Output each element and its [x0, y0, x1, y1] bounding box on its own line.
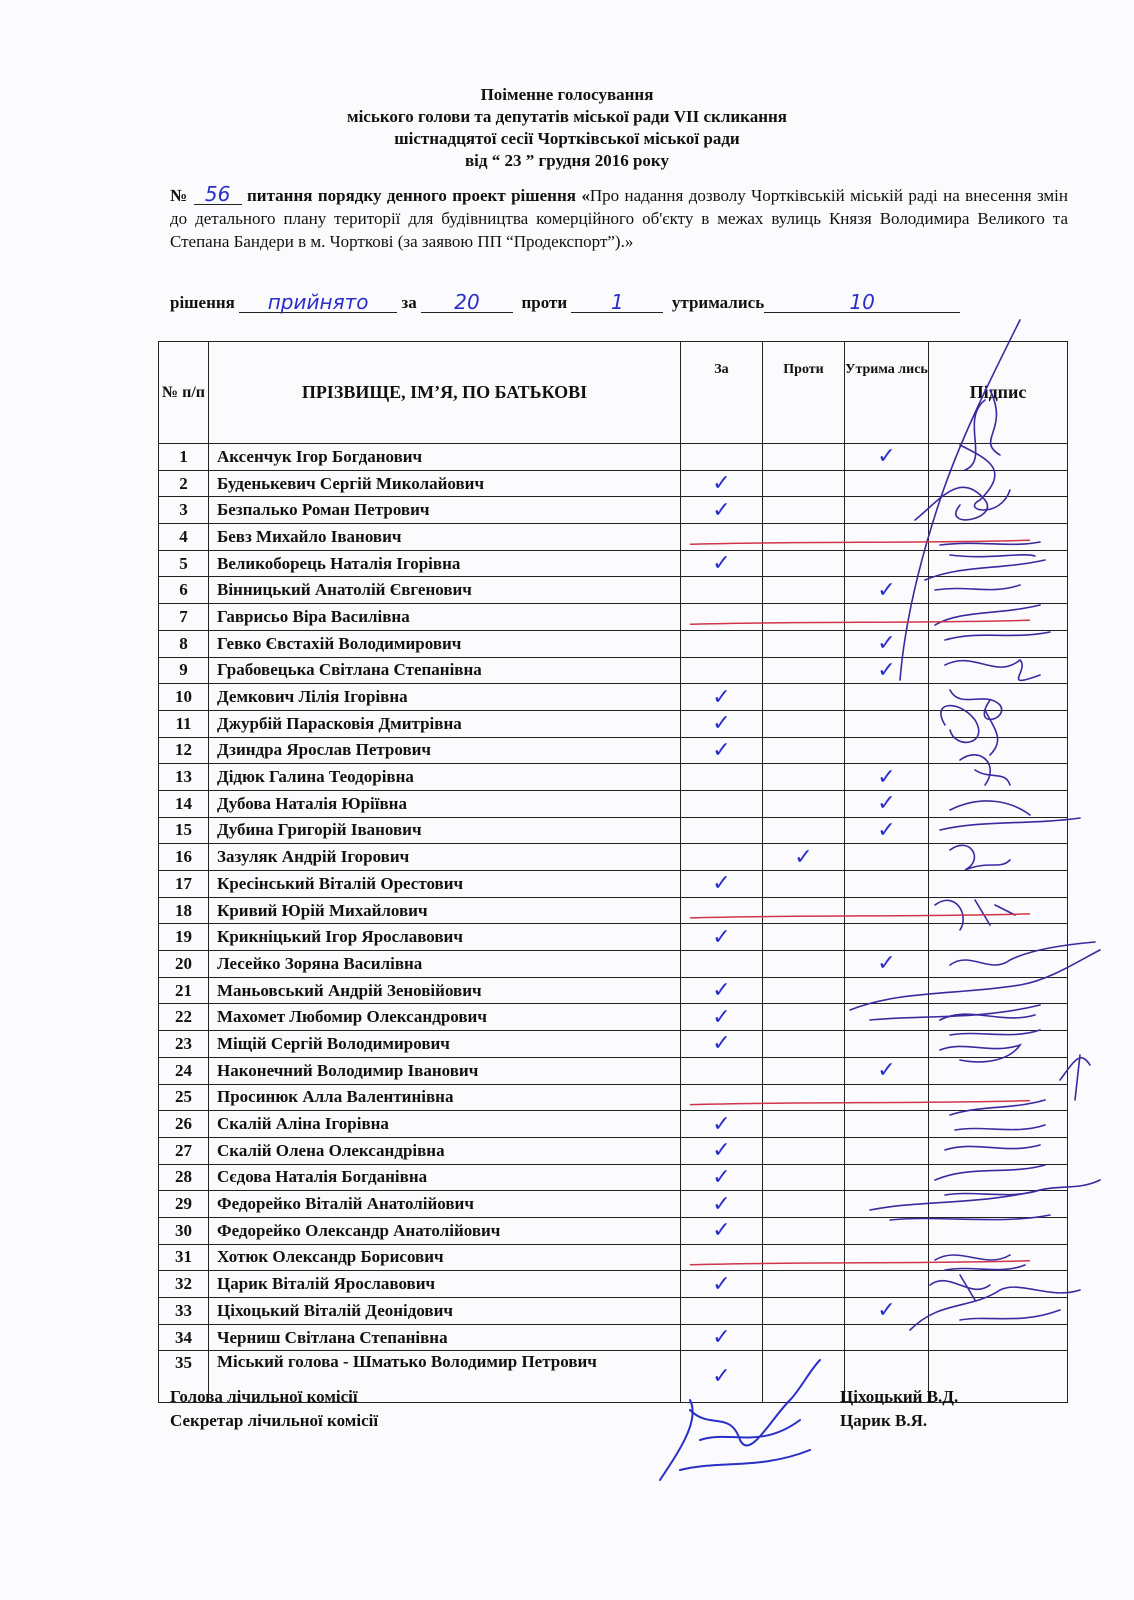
- col-header-number: № п/п: [159, 342, 209, 444]
- vote-for-cell: ✓: [681, 470, 763, 497]
- vote-against-cell: [763, 630, 845, 657]
- table-row: [159, 1057, 1068, 1084]
- col-header-against: Проти: [763, 342, 845, 444]
- vote-for-cell: ✓: [681, 710, 763, 737]
- table-row: [159, 1004, 1068, 1031]
- deputy-name: Лесейко Зоряна Василівна: [209, 951, 681, 978]
- secretary-label: Секретар лічильної комісії: [170, 1411, 379, 1430]
- signature-cell: [929, 1324, 1068, 1351]
- vote-abstain-cell: [845, 1137, 929, 1164]
- roll-call-table: [158, 341, 1068, 1403]
- vote-against-cell: [763, 524, 845, 551]
- row-number: 13: [159, 764, 209, 791]
- vote-abstain-cell: [845, 977, 929, 1004]
- row-number: 14: [159, 790, 209, 817]
- vote-abstain-cell: [845, 897, 929, 924]
- vote-abstain-cell: [845, 1004, 929, 1031]
- vote-against-cell: [763, 1004, 845, 1031]
- for-count: 20: [421, 292, 513, 313]
- vote-against-cell: [763, 657, 845, 684]
- vote-abstain-cell: ✓: [845, 1298, 929, 1325]
- vote-against-cell: [763, 577, 845, 604]
- vote-for-cell: ✓: [681, 737, 763, 764]
- agenda-text: Про надання дозволу Чортківській міській раді на внесення змін до детального плану території для будівництва комерційного об'єкту в межах вулиць Князя Володимира Великого та Степана Бандери в м. Чорткові (за заявою ПП “Продекспорт”).»: [170, 186, 1069, 251]
- vote-for-cell: [681, 1298, 763, 1325]
- table-row: [159, 470, 1068, 497]
- row-number: 21: [159, 977, 209, 1004]
- deputy-name: Зазуляк Андрій Ігорович: [209, 844, 681, 871]
- deputy-name: Дубина Григорій Іванович: [209, 817, 681, 844]
- signature-cell: [929, 871, 1068, 898]
- vote-abstain-cell: [845, 844, 929, 871]
- deputy-name: Кресінський Віталій Орестович: [209, 871, 681, 898]
- table-row: [159, 897, 1068, 924]
- row-number: 28: [159, 1164, 209, 1191]
- signature-cell: [929, 764, 1068, 791]
- signature-cell: [929, 1271, 1068, 1298]
- secretary-name: Царик В.Я.: [840, 1411, 928, 1430]
- signature-cell: [929, 1111, 1068, 1138]
- deputy-name: Джурбій Парасковія Дмитрівна: [209, 710, 681, 737]
- table-row: [159, 710, 1068, 737]
- vote-against-cell: [763, 550, 845, 577]
- signature-cell: [929, 737, 1068, 764]
- table-row: [159, 657, 1068, 684]
- vote-for-cell: [681, 1084, 763, 1111]
- vote-against-cell: ✓: [763, 844, 845, 871]
- table-row: [159, 524, 1068, 551]
- vote-abstain-cell: ✓: [845, 951, 929, 978]
- deputy-name: Грабовецька Світлана Степанівна: [209, 657, 681, 684]
- vote-abstain-cell: [845, 684, 929, 711]
- signature-cell: [929, 951, 1068, 978]
- vote-against-cell: [763, 1271, 845, 1298]
- signature-cell: [929, 470, 1068, 497]
- agenda-number: 56: [194, 184, 242, 205]
- for-label: за: [401, 293, 417, 312]
- document-header: [0, 84, 1134, 172]
- vote-abstain-cell: ✓: [845, 630, 929, 657]
- vote-for-cell: [681, 790, 763, 817]
- vote-for-cell: [681, 444, 763, 471]
- table-body: [159, 444, 1068, 1403]
- vote-abstain-cell: [845, 737, 929, 764]
- signature-cell: [929, 497, 1068, 524]
- table-row: [159, 604, 1068, 631]
- header-date: від “ 23 ” грудня 2016 року: [465, 151, 669, 170]
- vote-abstain-cell: [845, 871, 929, 898]
- deputy-name: Безпалько Роман Петрович: [209, 497, 681, 524]
- row-number: 9: [159, 657, 209, 684]
- table-row: [159, 737, 1068, 764]
- signature-cell: [929, 1137, 1068, 1164]
- signature-cell: [929, 1031, 1068, 1058]
- vote-against-cell: [763, 1164, 845, 1191]
- vote-against-cell: [763, 684, 845, 711]
- vote-for-cell: ✓: [681, 550, 763, 577]
- deputy-name: Наконечний Володимир Іванович: [209, 1057, 681, 1084]
- row-number: 3: [159, 497, 209, 524]
- table-row: [159, 497, 1068, 524]
- header-session: шістнадцятої сесії Чортківської міської ради: [394, 129, 740, 148]
- vote-abstain-cell: ✓: [845, 657, 929, 684]
- signature-cell: [929, 577, 1068, 604]
- signature-cell: [929, 817, 1068, 844]
- vote-abstain-cell: ✓: [845, 790, 929, 817]
- vote-for-cell: ✓: [681, 977, 763, 1004]
- vote-abstain-cell: [845, 1271, 929, 1298]
- deputy-name: Сєдова Наталія Богданівна: [209, 1164, 681, 1191]
- deputy-name: Вінницький Анатолій Євгенович: [209, 577, 681, 604]
- row-number: 18: [159, 897, 209, 924]
- col-header-signature: Підпис: [929, 342, 1068, 444]
- vote-abstain-cell: ✓: [845, 817, 929, 844]
- row-number: 15: [159, 817, 209, 844]
- table-row: [159, 1217, 1068, 1244]
- vote-for-cell: ✓: [681, 1351, 763, 1403]
- vote-for-cell: ✓: [681, 1271, 763, 1298]
- signature-cell: [929, 657, 1068, 684]
- table-header-row: [159, 342, 1068, 444]
- vote-for-cell: ✓: [681, 1137, 763, 1164]
- deputy-name: Дідюк Галина Теодорівна: [209, 764, 681, 791]
- row-number: 4: [159, 524, 209, 551]
- deputy-name: Кривий Юрій Михайлович: [209, 897, 681, 924]
- row-number: 19: [159, 924, 209, 951]
- decision-line: [170, 292, 1070, 313]
- vote-for-cell: ✓: [681, 1164, 763, 1191]
- vote-for-cell: ✓: [681, 1111, 763, 1138]
- table-row: [159, 1031, 1068, 1058]
- table-row: [159, 1244, 1068, 1271]
- vote-against-cell: [763, 497, 845, 524]
- signature-cell: [929, 1004, 1068, 1031]
- vote-abstain-cell: [845, 1031, 929, 1058]
- deputy-name: Скалій Аліна Ігорівна: [209, 1111, 681, 1138]
- table-row: [159, 790, 1068, 817]
- row-number: 29: [159, 1191, 209, 1218]
- row-number: 23: [159, 1031, 209, 1058]
- vote-against-cell: [763, 1111, 845, 1138]
- vote-against-cell: [763, 1031, 845, 1058]
- deputy-name: Просинюк Алла Валентинівна: [209, 1084, 681, 1111]
- chair-row: [170, 1385, 1070, 1409]
- table-row: [159, 1324, 1068, 1351]
- row-number: 2: [159, 470, 209, 497]
- deputy-name: Гевко Євстахій Володимирович: [209, 630, 681, 657]
- vote-for-cell: [681, 844, 763, 871]
- vote-against-cell: [763, 444, 845, 471]
- signature-cell: [929, 790, 1068, 817]
- vote-for-cell: ✓: [681, 1324, 763, 1351]
- deputy-name: Царик Віталій Ярославович: [209, 1271, 681, 1298]
- vote-abstain-cell: ✓: [845, 444, 929, 471]
- row-number: 6: [159, 577, 209, 604]
- deputy-name: Гаврисьо Віра Василівна: [209, 604, 681, 631]
- against-label: проти: [521, 293, 568, 312]
- row-number: 1: [159, 444, 209, 471]
- table-row: [159, 1084, 1068, 1111]
- vote-against-cell: [763, 737, 845, 764]
- table-row: [159, 817, 1068, 844]
- signature-cell: [929, 710, 1068, 737]
- vote-for-cell: [681, 817, 763, 844]
- vote-abstain-cell: [845, 924, 929, 951]
- vote-for-cell: [681, 577, 763, 604]
- row-number: 10: [159, 684, 209, 711]
- row-number: 22: [159, 1004, 209, 1031]
- vote-against-cell: [763, 897, 845, 924]
- vote-abstain-cell: [845, 1324, 929, 1351]
- deputy-name: Ціхоцький Віталій Деонідович: [209, 1298, 681, 1325]
- table-row: [159, 1271, 1068, 1298]
- vote-against-cell: [763, 1191, 845, 1218]
- vote-abstain-cell: ✓: [845, 764, 929, 791]
- deputy-name: Великоборець Наталія Ігорівна: [209, 550, 681, 577]
- row-number: 16: [159, 844, 209, 871]
- vote-abstain-cell: [845, 524, 929, 551]
- vote-against-cell: [763, 871, 845, 898]
- header-title: Поіменне голосування: [480, 85, 654, 104]
- table-row: [159, 1137, 1068, 1164]
- vote-abstain-cell: [845, 497, 929, 524]
- row-number: 5: [159, 550, 209, 577]
- signature-cell: [929, 550, 1068, 577]
- signature-cell: [929, 1191, 1068, 1218]
- signature-cell: [929, 897, 1068, 924]
- col-header-for: За: [681, 342, 763, 444]
- table-row: [159, 1191, 1068, 1218]
- signature-cell: [929, 1244, 1068, 1271]
- deputy-name: Дзиндра Ярослав Петрович: [209, 737, 681, 764]
- table-row: [159, 844, 1068, 871]
- signature-cell: [929, 1298, 1068, 1325]
- table-row: [159, 630, 1068, 657]
- table-row: [159, 977, 1068, 1004]
- deputy-name: Федорейко Віталій Анатолійович: [209, 1191, 681, 1218]
- row-number: 30: [159, 1217, 209, 1244]
- vote-abstain-cell: [845, 604, 929, 631]
- row-number: 8: [159, 630, 209, 657]
- table-row: [159, 684, 1068, 711]
- vote-against-cell: [763, 764, 845, 791]
- row-number: 24: [159, 1057, 209, 1084]
- vote-for-cell: ✓: [681, 924, 763, 951]
- vote-against-cell: [763, 1244, 845, 1271]
- vote-against-cell: [763, 924, 845, 951]
- deputy-name: Міський голова - Шматько Володимир Петрович: [209, 1351, 681, 1403]
- secretary-row: [170, 1409, 1070, 1433]
- abstain-label: утримались: [671, 293, 765, 312]
- deputy-name: Міщій Сергій Володимирович: [209, 1031, 681, 1058]
- chair-label: Голова лічильної комісії: [170, 1387, 358, 1406]
- signature-cell: [929, 844, 1068, 871]
- vote-against-cell: [763, 1057, 845, 1084]
- table-row: [159, 871, 1068, 898]
- vote-against-cell: [763, 470, 845, 497]
- vote-for-cell: ✓: [681, 1031, 763, 1058]
- deputy-name: Крикніцький Ігор Ярославович: [209, 924, 681, 951]
- vote-for-cell: [681, 1244, 763, 1271]
- signature-cell: [929, 977, 1068, 1004]
- vote-against-cell: [763, 951, 845, 978]
- vote-abstain-cell: [845, 710, 929, 737]
- signature-cell: [929, 1164, 1068, 1191]
- deputy-name: Буденькевич Сергій Миколайович: [209, 470, 681, 497]
- deputy-name: Федорейко Олександр Анатолійович: [209, 1217, 681, 1244]
- row-number: 31: [159, 1244, 209, 1271]
- deputy-name: Бевз Михайло Іванович: [209, 524, 681, 551]
- vote-against-cell: [763, 1324, 845, 1351]
- vote-abstain-cell: [845, 1191, 929, 1218]
- deputy-name: Дубова Наталія Юріївна: [209, 790, 681, 817]
- vote-for-cell: [681, 764, 763, 791]
- agenda-number-prefix: №: [170, 186, 189, 205]
- vote-for-cell: [681, 630, 763, 657]
- vote-against-cell: [763, 817, 845, 844]
- deputy-name: Аксенчук Ігор Богданович: [209, 444, 681, 471]
- row-number: 32: [159, 1271, 209, 1298]
- agenda-lead: питання порядку денного проект рішення «: [247, 186, 590, 205]
- signature-cell: [929, 1217, 1068, 1244]
- col-header-abstain: Утрима лись: [845, 342, 929, 444]
- decision-label: рішення: [170, 293, 235, 312]
- vote-for-cell: ✓: [681, 1004, 763, 1031]
- decision-result: прийнято: [239, 292, 397, 313]
- deputy-name: Махомет Любомир Олександрович: [209, 1004, 681, 1031]
- vote-for-cell: ✓: [681, 497, 763, 524]
- vote-against-cell: [763, 1084, 845, 1111]
- row-number: 7: [159, 604, 209, 631]
- deputy-name: Черниш Світлана Степанівна: [209, 1324, 681, 1351]
- row-number: 20: [159, 951, 209, 978]
- commission-footer: [170, 1385, 1070, 1433]
- row-number: 34: [159, 1324, 209, 1351]
- vote-for-cell: ✓: [681, 1217, 763, 1244]
- vote-abstain-cell: ✓: [845, 1057, 929, 1084]
- table-row: [159, 1111, 1068, 1138]
- vote-for-cell: ✓: [681, 684, 763, 711]
- chair-name: Ціхоцький В.Д.: [840, 1387, 959, 1406]
- vote-abstain-cell: [845, 1084, 929, 1111]
- vote-abstain-cell: [845, 550, 929, 577]
- header-council: міського голови та депутатів міської ради VII скликання: [347, 107, 787, 126]
- vote-against-cell: [763, 790, 845, 817]
- row-number: 12: [159, 737, 209, 764]
- table-row: [159, 764, 1068, 791]
- vote-against-cell: [763, 1217, 845, 1244]
- signature-cell: [929, 444, 1068, 471]
- vote-against-cell: [763, 710, 845, 737]
- vote-for-cell: ✓: [681, 871, 763, 898]
- vote-abstain-cell: [845, 1244, 929, 1271]
- against-count: 1: [571, 292, 663, 313]
- row-number: 25: [159, 1084, 209, 1111]
- vote-abstain-cell: [845, 1217, 929, 1244]
- row-number: 27: [159, 1137, 209, 1164]
- signature-cell: [929, 924, 1068, 951]
- deputy-name: Хотюк Олександр Борисович: [209, 1244, 681, 1271]
- table-row: [159, 444, 1068, 471]
- signature-cell: [929, 1084, 1068, 1111]
- row-number: 33: [159, 1298, 209, 1325]
- vote-for-cell: [681, 657, 763, 684]
- vote-for-cell: [681, 604, 763, 631]
- signature-cell: [929, 630, 1068, 657]
- signature-cell: [929, 684, 1068, 711]
- table-row: [159, 550, 1068, 577]
- row-number: 17: [159, 871, 209, 898]
- vote-abstain-cell: [845, 470, 929, 497]
- vote-abstain-cell: ✓: [845, 577, 929, 604]
- vote-for-cell: ✓: [681, 1191, 763, 1218]
- vote-for-cell: [681, 524, 763, 551]
- col-header-name: ПРІЗВИЩЕ, ІМ’Я, ПО БАТЬКОВІ: [209, 342, 681, 444]
- signature-cell: [929, 1057, 1068, 1084]
- table-row: [159, 924, 1068, 951]
- vote-against-cell: [763, 1137, 845, 1164]
- vote-against-cell: [763, 1298, 845, 1325]
- table-row: [159, 1164, 1068, 1191]
- row-number: 26: [159, 1111, 209, 1138]
- vote-for-cell: [681, 951, 763, 978]
- vote-for-cell: [681, 897, 763, 924]
- deputy-name: Маньовський Андрій Зеновійович: [209, 977, 681, 1004]
- table-row: [159, 577, 1068, 604]
- table-row: [159, 1298, 1068, 1325]
- deputy-name: Скалій Олена Олександрівна: [209, 1137, 681, 1164]
- vote-abstain-cell: [845, 1164, 929, 1191]
- row-number: 35: [159, 1351, 209, 1403]
- signature-cell: [929, 604, 1068, 631]
- row-number: 11: [159, 710, 209, 737]
- vote-against-cell: [763, 604, 845, 631]
- signature-cell: [929, 524, 1068, 551]
- agenda-item: [170, 184, 1068, 253]
- vote-against-cell: [763, 977, 845, 1004]
- vote-for-cell: [681, 1057, 763, 1084]
- abstain-count: 10: [764, 292, 960, 313]
- deputy-name: Демкович Лілія Ігорівна: [209, 684, 681, 711]
- table-row: [159, 951, 1068, 978]
- vote-abstain-cell: [845, 1111, 929, 1138]
